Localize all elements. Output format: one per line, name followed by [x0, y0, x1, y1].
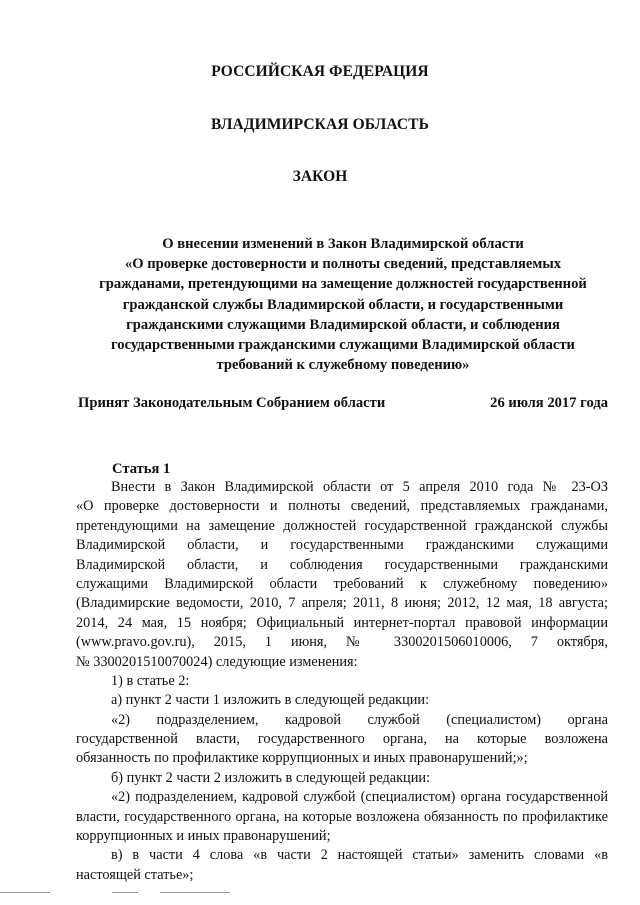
article-text-line: служащими Владимирской области требований к служебному поведению» [76, 575, 608, 592]
article-text-line: (www.pravo.gov.ru), 2015, 1 июня, № 3300201506010006, 7 октября, [76, 634, 608, 651]
adoption-line [78, 395, 608, 412]
title-line: гражданской службы Владимирской области, и государственными [122, 296, 564, 313]
article-text-line: Внести в Закон Владимирской области от 5 апреля 2010 года № 23-ОЗ [111, 479, 608, 495]
article-text-line: 1) в статье 2: [111, 672, 190, 689]
adopted-by: Принят Законодательным Собранием области [78, 395, 386, 411]
article-text-line: 2014, 24 мая, 15 ноября; Официальный интернет-портал правовой информации [76, 614, 608, 631]
adoption-date: 26 июля 2017 года [490, 395, 608, 411]
article-text-line: «2) подразделением, кадровой службой (специалистом) органа государственной [111, 789, 608, 806]
header-doc-type: ЗАКОН [292, 168, 348, 185]
article-text-line: б) пункт 2 части 2 изложить в следующей редакции: [111, 769, 430, 786]
header-country: РОССИЙСКАЯ ФЕДЕРАЦИЯ [211, 63, 429, 80]
header-region: ВЛАДИМИРСКАЯ ОБЛАСТЬ [211, 116, 429, 133]
article-text-line: в) в части 4 слова «в части 2 настоящей статьи» заменить словами «в [111, 847, 608, 864]
scan-edge-mark [0, 892, 50, 893]
article-text-line: «О проверке достоверности и полноты сведений, представляемых гражданами, [76, 498, 608, 515]
article-text-line: № 3300201510070024) следующие изменения: [76, 653, 358, 670]
article-text-line: претендующими на замещение должностей государственной гражданской службы [76, 517, 608, 534]
article-body [76, 478, 608, 885]
title-line: гражданами, претендующими на замещение должностей государственной [99, 276, 587, 293]
article-text-line: настоящей статье»; [76, 866, 194, 883]
article-text-line: Владимирской области, и государственными гражданскими служащими [76, 537, 608, 554]
title-line: требований к служебному поведению» [216, 357, 470, 374]
article-text-line: коррупционных и иных правонарушений; [76, 828, 331, 845]
scan-edge-mark [112, 892, 138, 893]
title-line: О внесении изменений в Закон Владимирской области [162, 236, 524, 252]
article-text-line: Владимирской области, и соблюдения государственными гражданскими [76, 556, 608, 573]
article-text-line: (Владимирские ведомости, 2010, 7 апреля; 2011, 8 июня; 2012, 12 мая, 18 августа; [76, 595, 608, 612]
article-heading: Статья 1 [112, 461, 171, 477]
scan-edge-mark [160, 892, 230, 893]
article-text-line: а) пункт 2 части 1 изложить в следующей редакции: [111, 692, 430, 709]
article-text-line: обязанность по профилактике коррупционных и иных правонарушений;»; [76, 750, 528, 767]
title-line: «О проверке достоверности и полноты сведений, представляемых [124, 256, 562, 273]
article-text-line: государственной власти, государственного органа, на которые возложена [76, 731, 608, 748]
title-line: гражданскими служащими Владимирской области, и соблюдения [126, 316, 560, 333]
law-title [78, 234, 608, 375]
article-text-line: «2) подразделением, кадровой службой (специалистом) органа [111, 711, 608, 728]
title-line: государственными гражданскими служащими Владимирской области [111, 337, 575, 354]
article-text-line: власти, государственного органа, на которые возложена обязанность по профилактике [76, 808, 608, 825]
